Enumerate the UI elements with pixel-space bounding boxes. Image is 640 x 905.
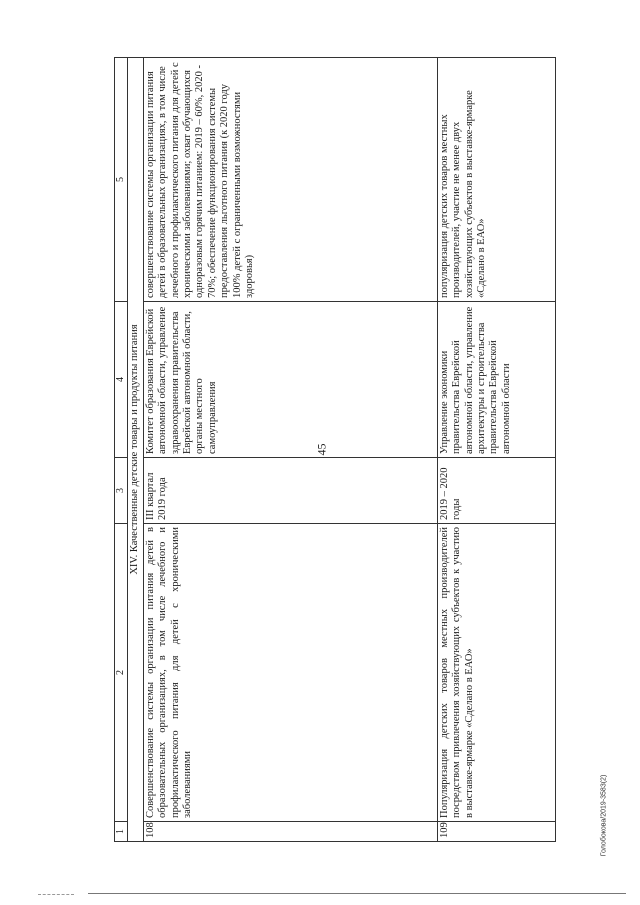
section-row	[128, 58, 143, 842]
activity-cell: Популяризация детских товаров местных производителей посредством привлечения хозяйствующих субъектов к участию в выставке-ярмарке «Сделано в ЕАО»	[437, 524, 555, 822]
activity-cell: Совершенствование системы организации питания детей в образовательных организациях, в том числе лечебного и профилактического питания для детей с хроническими заболеваниями	[143, 524, 437, 822]
column-header: 2	[115, 524, 128, 822]
column-header: 3	[115, 458, 128, 524]
table-row	[437, 58, 555, 842]
measures-table	[114, 58, 559, 842]
result-cell: популяризация детских товаров местных производителей, участие не менее двух хозяйствующих субъектов в выставке-ярмарке «Сделано в ЕАО»	[437, 58, 555, 302]
page-number: 45	[314, 443, 329, 456]
table-row	[143, 58, 437, 842]
section-title: XIV. Качественные детские товары и продукты питания	[128, 58, 143, 842]
result-cell: совершенствование системы организации питания детей в образовательных организациях, в том числе лечебного и профилактического питания для детей с хроническими заболеваниями; охват обучающихся одноразовым горячим питанием: 2019 – 60%, 2020 - 70%; обеспечение функционирования системы предоставления льготного питания (к 2020 году 100% детей с ограниченными возможностями здоровья)	[143, 58, 437, 302]
column-header: 1	[115, 822, 128, 842]
column-header: 4	[115, 302, 128, 458]
table-header-row	[115, 58, 128, 842]
bottom-divider-left	[38, 894, 74, 895]
document-stamp	[597, 740, 611, 890]
column-header: 5	[115, 58, 128, 302]
document-stamp-text: Голобокова/2019-3583(2)	[600, 774, 608, 856]
bottom-divider	[88, 893, 626, 894]
deadline-cell: 2019 – 2020 годы	[437, 458, 555, 524]
executors-cell: Комитет образования Еврейской автономной области, управление здравоохранения правительства Еврейской автономной области, органы местного самоуправления	[143, 302, 437, 458]
executors-cell: Управление экономики правительства Еврейской автономной области, управление архитектуры и строительства правительства Еврейской автономной области	[437, 302, 555, 458]
row-number: 109	[437, 822, 555, 842]
row-number: 108	[143, 822, 437, 842]
deadline-cell: III квартал 2019 года	[143, 458, 437, 524]
